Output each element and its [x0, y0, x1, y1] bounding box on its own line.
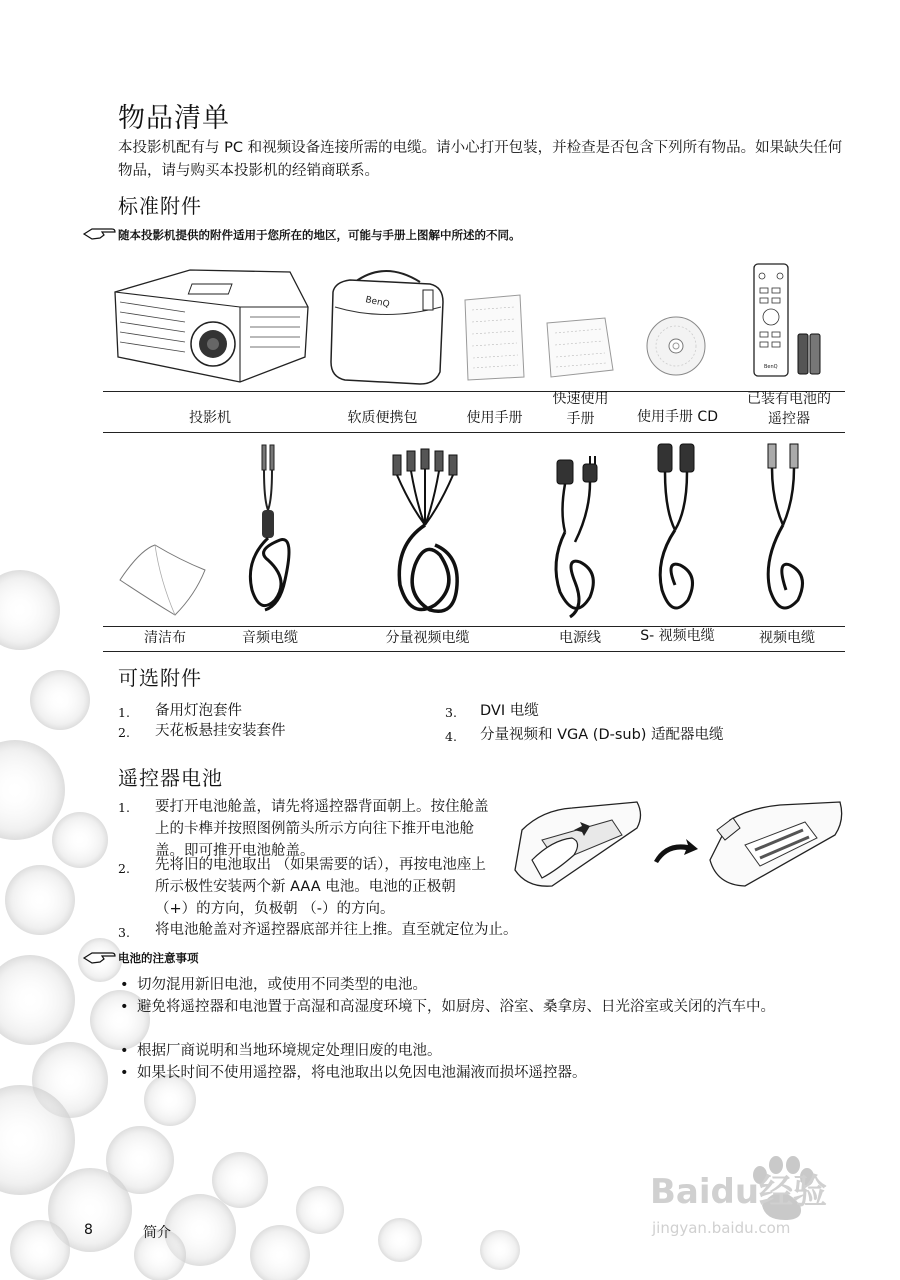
battery-cover-open-image [512, 800, 647, 888]
battery-note-heading: 电池的注意事项 [118, 951, 199, 965]
battery-note-item: 根据厂商说明和当地环境规定处理旧废的电池。 [137, 1043, 442, 1059]
battery-heading: 遥控器电池 [118, 766, 223, 790]
page-title: 物品清单 [118, 103, 230, 134]
optional-heading: 可选附件 [118, 666, 202, 690]
bullet-icon: • [120, 1043, 129, 1059]
projector-image [110, 262, 310, 387]
svg-text:jingyan.baidu.com: jingyan.baidu.com [652, 1219, 791, 1237]
cd-image [645, 315, 707, 377]
arrow-icon [650, 835, 700, 865]
decorative-bubble [0, 955, 75, 1045]
optional-item-number: 4. [445, 729, 457, 744]
caption-video-cable: 视频电缆 [759, 630, 815, 646]
battery-step: 先将旧的电池取出 （如果需要的话），再按电池座上所示极性安装两个新 AAA 电池。电池的正极朝 （+）的方向，负极朝 （-）的方向。 [155, 857, 486, 917]
caption-remote: 已装有电池的 遥控器 [747, 391, 831, 427]
svg-text:BenQ: BenQ [764, 364, 778, 370]
carry-bag-image [325, 262, 450, 387]
optional-item: 天花板悬挂安装套件 [155, 723, 286, 739]
bullet-icon: • [120, 977, 129, 993]
caption-component-cable: 分量视频电缆 [385, 630, 470, 646]
caption-user-manual: 使用手册 [466, 410, 523, 426]
caption-projector: 投影机 [189, 410, 231, 426]
s-video-cable-image [650, 440, 705, 620]
battery-note-item: 切勿混用新旧电池，或使用不同类型的电池。 [137, 977, 427, 993]
table-rule-middle [103, 432, 845, 433]
battery-step: 将电池舱盖对齐遥控器底部并往上推。直至就定位为止。 [155, 922, 518, 938]
battery-compartment-image [705, 800, 845, 888]
optional-item-number: 1. [118, 705, 130, 720]
caption-s-video-cable: S- 视频电缆 [640, 628, 715, 644]
battery-step-number: 3. [118, 925, 130, 940]
bullet-icon: • [120, 1065, 129, 1081]
caption-cd: 使用手册 CD [636, 409, 718, 425]
note-hand-icon [82, 226, 116, 242]
battery-note-item: 如果长时间不使用遥控器，将电池取出以免因电池漏液而损坏遥控器。 [137, 1065, 587, 1081]
caption-carry-bag: 软质便携包 [347, 410, 418, 426]
note-hand-icon [82, 950, 116, 966]
page-number: 8 [84, 1222, 93, 1238]
optional-item-number: 2. [118, 725, 130, 740]
power-cord-image [545, 452, 610, 622]
decorative-bubble [296, 1186, 344, 1234]
table-rule-lower [103, 626, 845, 627]
intro-paragraph: 本投影机配有与 PC 和视频设备连接所需的电缆。请小心打开包装，并检查是否包含下列所有物品。如果缺失任何物品，请与购买本投影机的经销商联系。 [118, 140, 843, 179]
video-cable-image [758, 440, 813, 620]
bullet-icon: • [120, 999, 129, 1015]
battery-step-number: 2. [118, 861, 130, 876]
caption-cleaning-cloth: 清洁布 [144, 630, 186, 646]
decorative-bubble [250, 1225, 310, 1280]
baidu-watermark-logo [650, 1145, 840, 1240]
optional-item: 分量视频和 VGA (D-sub) 适配器电缆 [480, 727, 724, 743]
decorative-bubble [480, 1230, 520, 1270]
standard-note: 随本投影机提供的附件适用于您所在的地区，可能与手册上图解中所述的不同。 [118, 228, 521, 242]
footer-section: 简介 [143, 1225, 171, 1241]
component-cable-image [385, 445, 475, 620]
battery-step: 要打开电池舱盖，请先将遥控器背面朝上。按住舱盖上的卡榫并按照图例箭头所示方向往下推开电池舱盖。即可推开电池舱盖。 [155, 799, 489, 859]
optional-item: 备用灯泡套件 [155, 703, 242, 719]
decorative-bubble [378, 1218, 422, 1262]
svg-text:Baidu经验: Baidu经验 [650, 1172, 828, 1212]
battery-step-number: 1. [118, 800, 130, 815]
decorative-bubble [30, 670, 90, 730]
user-manual-image [462, 292, 527, 382]
remote-control-image [750, 262, 830, 380]
table-rule-bottom [103, 651, 845, 652]
cleaning-cloth-image [110, 540, 215, 620]
decorative-bubble [212, 1152, 268, 1208]
battery-note-item: 避免将遥控器和电池置于高湿和高湿度环境下，如厨房、浴室、桑拿房、日光浴室或关闭的汽车中。 [137, 999, 775, 1015]
optional-item: DVI 电缆 [480, 703, 539, 719]
optional-item-number: 3. [445, 705, 457, 720]
decorative-bubble [5, 865, 75, 935]
decorative-bubble [10, 1220, 70, 1280]
quick-guide-image [543, 315, 618, 380]
svg-text:BenQ: BenQ [364, 295, 391, 311]
audio-cable-image [240, 440, 300, 615]
decorative-bubble [0, 570, 60, 650]
caption-audio-cable: 音频电缆 [242, 630, 298, 646]
caption-quick-guide: 快速使用 手册 [552, 391, 609, 427]
decorative-bubble [0, 740, 65, 840]
decorative-bubble [52, 812, 108, 868]
standard-heading: 标准附件 [118, 194, 202, 218]
caption-power-cord: 电源线 [559, 630, 601, 646]
